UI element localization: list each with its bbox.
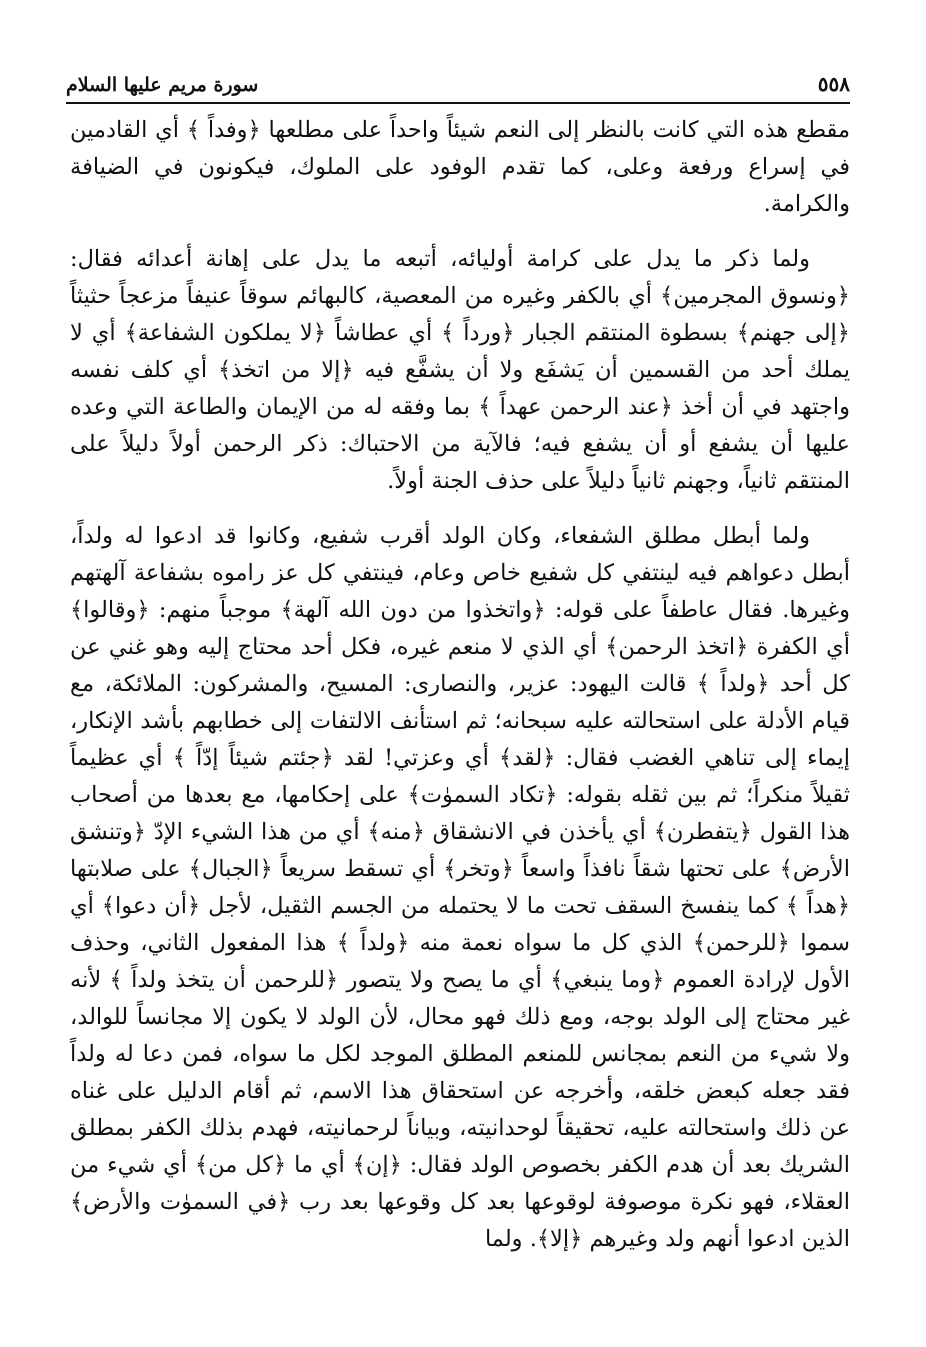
header-rule [66,102,850,104]
running-header [66,62,850,102]
surah-title: سورة مريم عليها السلام [66,74,259,96]
paragraph: مقطع هذه التي كانت بالنظر إلى النعم شيئاً واحداً على مطلعها ﴿وفداً ﴾ أي القادمين في إسراع ورفعة وعلى، كما تقدم الوفود على الملوك، فيكونون في الضيافة والكرامة. [70,117,850,217]
page-number: ٥٥٨ [817,72,850,96]
paragraph: ولما ذكر ما يدل على كرامة أوليائه، أتبعه ما يدل على إهانة أعدائه فقال: ﴿ونسوق المجرمين﴾ أي بالكفر وغيره من المعصية، كالبهائم سوقاً عنيفاً مزعجاً حثيثاً ﴿إلى جهنم﴾ بسطوة المنتقم الجبار ﴿ورداً ﴾ أي عطاشاً ﴿لا يملكون الشفاعة﴾ أي لا يملك أحد من القسمين أن يَشفَع ولا أن يشفَّع فيه ﴿إلا من اتخذ﴾ أي كلف نفسه واجتهد في أن أخذ ﴿عند الرحمن عهداً ﴾ بما وفقه له من الإيمان والطاعة التي وعده عليها أن يشفع أو أن يشفع فيه؛ فالآية من الاحتباك: ذكر الرحمن أولاً دليلاً على المنتقم ثانياً، وجهنم ثانياً دليلاً على حذف الجنة أولاً. [70,246,850,494]
paragraph: ولما أبطل مطلق الشفعاء، وكان الولد أقرب شفيع، وكانوا قد ادعوا له ولداً، أبطل دعواهم فيه لينتفي كل شفيع خاص وعام، فينتفي كل عز راموه بشفاعة آلهتهم وغيرها. فقال عاطفاً على قوله: ﴿واتخذوا من دون الله آلهة﴾ موجباً منهم: ﴿وقالوا﴾ أي الكفرة ﴿اتخذ الرحمن﴾ أي الذي لا منعم غيره، فكل أحد محتاج إليه وهو غني عن كل أحد ﴿ولداً ﴾ قالت اليهود: عزير، والنصارى: المسيح، والمشركون: الملائكة، مع قيام الأدلة على استحالته عليه سبحانه؛ ثم استأنف الالتفات إلى خطابهم بأشد الإنكار، إيماء إلى تناهي الغضب فقال: ﴿لقد﴾ أي وعزتي! لقد ﴿جئتم شيئاً إدّاً ﴾ أي عظيماً ثقيلاً منكراً؛ ثم بين ثقله بقوله: ﴿تكاد السموٰت﴾ على إحكامها، مع بعدها من أصحاب هذا القول ﴿يتفطرن﴾ أي يأخذن في الانشقاق ﴿منه﴾ أي من هذا الشيء الإدّ ﴿وتنشق الأرض﴾ على تحتها شقاً نافذاً واسعاً ﴿وتخر﴾ أي تسقط سريعاً ﴿الجبال﴾ على صلابتها ﴿هداً ﴾ كما ينفسخ السقف تحت ما لا يحتمله من الجسم الثقيل، لأجل ﴿أن دعوا﴾ أي سموا ﴿للرحمن﴾ الذي كل ما سواه نعمة منه ﴿ولداً ﴾ هذا المفعول الثاني، وحذف الأول لإرادة العموم ﴿وما ينبغي﴾ أي ما يصح ولا يتصور ﴿للرحمن أن يتخذ ولداً ﴾ لأنه غير محتاج إلى الولد بوجه، ومع ذلك فهو محال، لأن الولد لا يكون إلا مجانساً للوالد، ولا شيء من النعم بمجانس للمنعم المطلق الموجد لكل ما سواه، فمن دعا له ولداً فقد جعله كبعض خلقه، وأخرجه عن استحقاق هذا الاسم، ثم أقام الدليل على غناه عن ذلك واستحالته عليه، تحقيقاً لوحدانيته، وبياناً لرحمانيته، فهدم بذلك الكفر بمطلق الشريك بعد أن هدم الكفر بخصوص الولد فقال: ﴿إن﴾ أي ما ﴿كل من﴾ أي شيء من العقلاء، فهو نكرة موصوفة لوقوعها بعد كل وقوعها بعد رب ﴿في السموٰت والأرض﴾ الذين ادعوا أنهم ولد وغيرهم ﴿إلا﴾. ولما [70,523,850,1252]
page-body [70,112,850,1258]
